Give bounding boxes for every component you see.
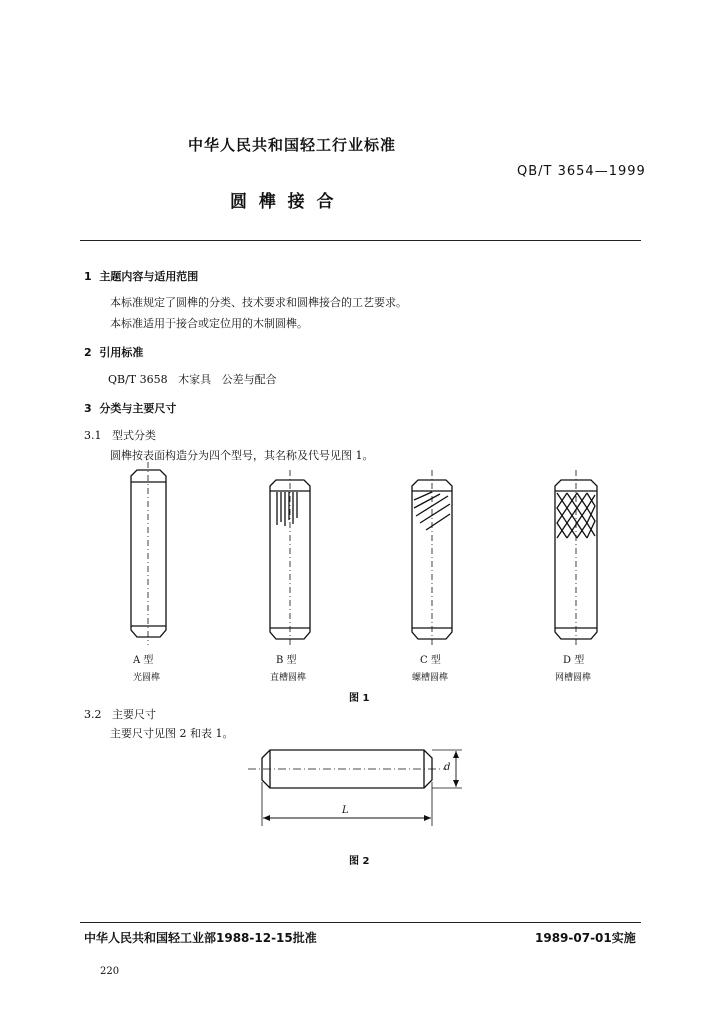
type-c-name: 螺槽圆榫 — [412, 673, 449, 683]
dowel-side-view — [262, 750, 432, 788]
section-2-heading: 2 引用标准 — [84, 346, 144, 359]
type-d-code: D 型 — [563, 655, 585, 666]
standard-code: QB/T 3654—1999 — [517, 164, 646, 179]
type-d-name: 网槽圆榫 — [555, 673, 592, 683]
figure-1-caption: 图 1 — [349, 693, 370, 704]
section-1-paragraph-1: 本标准规定了圆榫的分类、技术要求和圆榫接合的工艺要求。 — [110, 296, 407, 309]
referenced-standard: QB/T 3658 木家具 公差与配合 — [108, 373, 277, 386]
figure-2-caption: 图 2 — [349, 856, 370, 867]
section-3-1-text: 圆榫按表面构造分为四个型号，其名称及代号见图 1。 — [110, 449, 374, 462]
section-1-paragraph-2: 本标准适用于接合或定位用的木制圆榫。 — [110, 317, 308, 330]
type-a-name: 光圆榫 — [133, 673, 161, 683]
diameter-label: d — [444, 762, 451, 773]
section-3-2-heading: 3.2 主要尺寸 — [84, 708, 156, 721]
approval-line: 中华人民共和国轻工业部1988-12-15批准 — [84, 931, 317, 945]
type-a-code: A 型 — [133, 655, 154, 666]
org-standard-heading: 中华人民共和国轻工行业标准 — [188, 136, 397, 154]
section-3-heading: 3 分类与主要尺寸 — [84, 402, 177, 415]
section-3-2-text: 主要尺寸见图 2 和表 1。 — [110, 727, 234, 740]
section-3-1-heading: 3.1 型式分类 — [84, 429, 156, 442]
length-label: L — [342, 805, 349, 816]
footer-rule — [80, 922, 641, 923]
page-number: 220 — [100, 966, 120, 977]
section-1-heading: 1 主题内容与适用范围 — [84, 270, 199, 283]
implementation-date: 1989-07-01实施 — [535, 931, 636, 945]
type-c-code: C 型 — [420, 655, 441, 666]
type-b-code: B 型 — [276, 655, 297, 666]
document-title: 圆 榫 接 合 — [230, 192, 334, 212]
type-b-name: 直槽圆榫 — [270, 673, 307, 683]
